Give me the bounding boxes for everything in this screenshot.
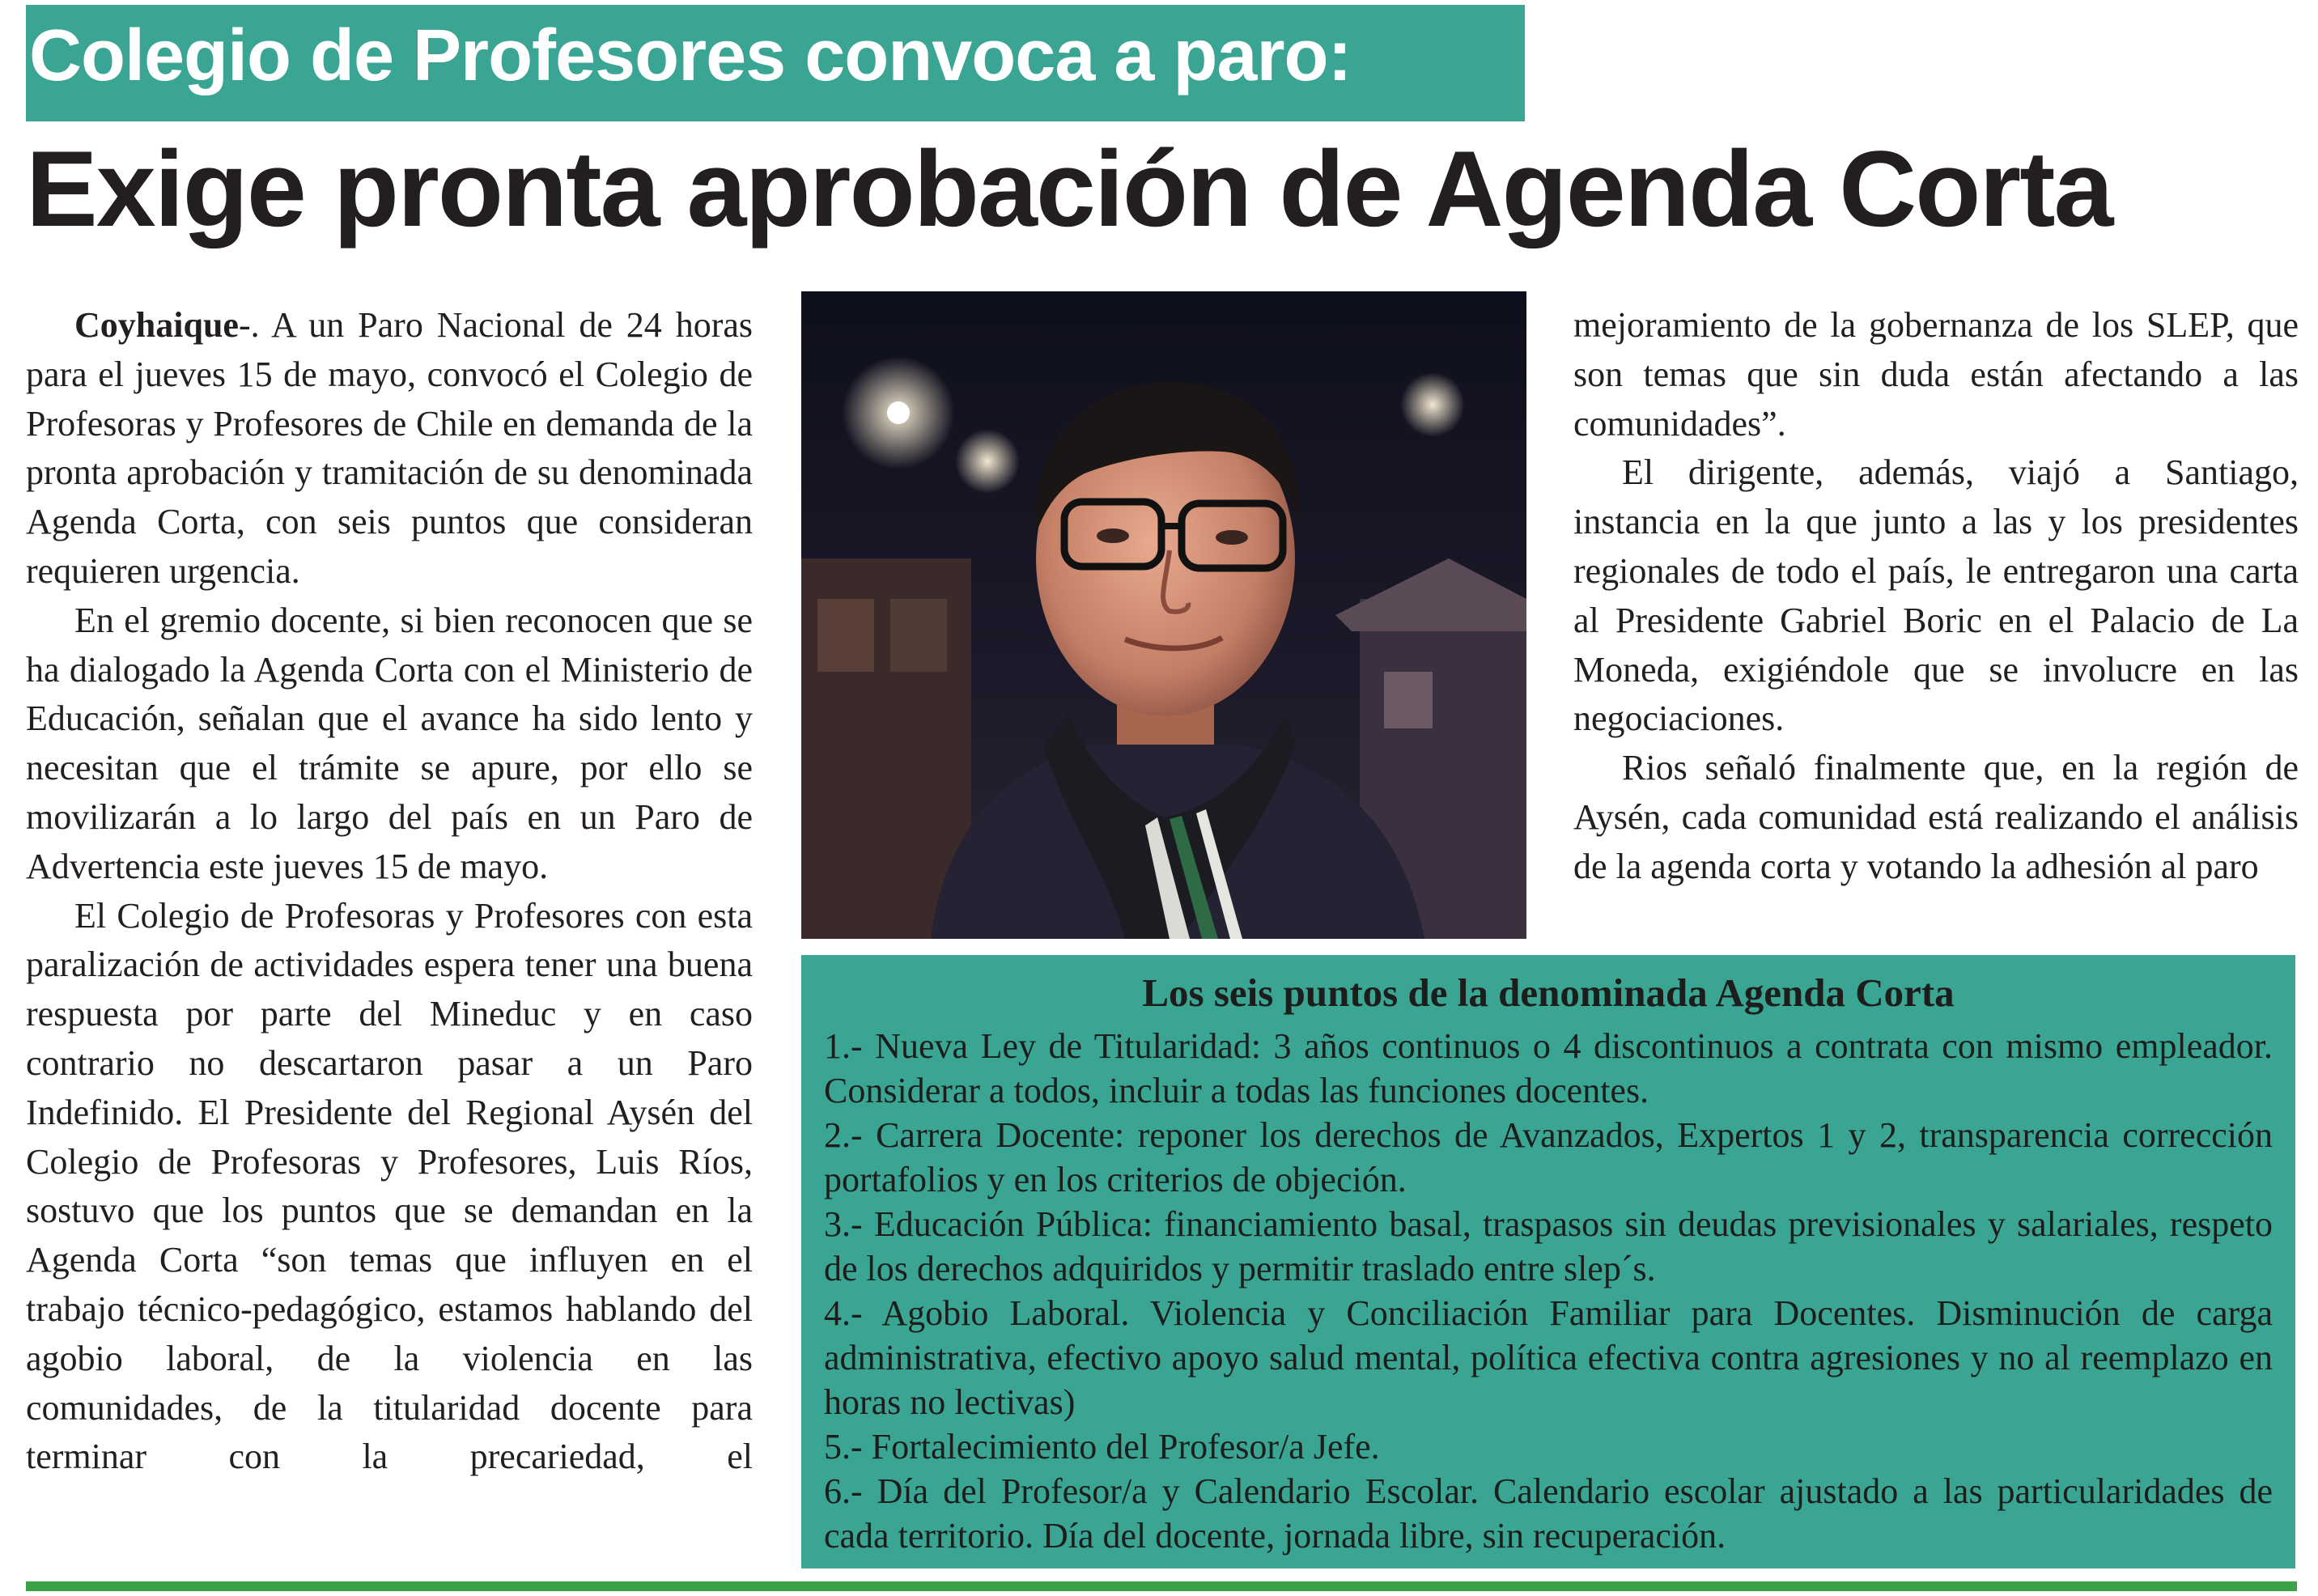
paragraph-6: Rios señaló finalmente que, en la región de Aysén, cada comunidad está realizando el análisis de la agenda corta y votando la adhesión al paro bbox=[1573, 748, 2299, 886]
paragraph-2: En el gremio docente, si bien reconocen que se ha dialogado la Agenda Corta con el Ministerio de Educación, señalan que el avance ha sido lento y necesitan que el trámite se apure, por ello se movilizarán a lo largo del país en un Paro de Advertencia este jueves 15 de mayo. bbox=[26, 600, 753, 886]
portrait-illustration bbox=[801, 291, 1526, 939]
list-item: 2.- Carrera Docente: reponer los derechos de Avanzados, Expertos 1 y 2, transparencia corrección portafolios y en los criterios de objeción. bbox=[824, 1115, 2273, 1199]
paragraph-1 bbox=[26, 301, 753, 596]
box-title: Los seis puntos de la denominada Agenda Corta bbox=[1142, 970, 1955, 1015]
paragraph-4: mejoramiento de la gobernanza de los SLEP, que son temas que sin duda están afectando a las comunidades”. bbox=[1573, 305, 2299, 444]
paragraph-3: El Colegio de Profesoras y Profesores con esta paralización de actividades espera tener una buena respuesta por parte del Mineduc y en caso contrario no descartaron pasar a un Paro Indefinido. El Presidente del Regional Aysén del Colegio de Profesoras y Profesores, Luis Ríos, sostuvo que los puntos que se demandan en la Agenda Corta “son temas que influyen en el trabajo técnico-pedagógico, estamos hablando del agobio laboral, de la violencia en las comunidades, de la titularidad docente para terminar con la precariedad, el bbox=[26, 895, 753, 1477]
portrait-photo bbox=[801, 291, 1526, 939]
article-column-right bbox=[1573, 301, 2299, 892]
paragraph-5: El dirigente, además, viajó a Santiago, instancia en la que junto a las y los presidentes regionales de todo el país, le entregaron una carta al Presidente Gabriel Boric en el Palacio de La Moneda, exigiéndole que se involucre en las negociaciones. bbox=[1573, 452, 2299, 739]
list-item: 1.- Nueva Ley de Titularidad: 3 años continuos o 4 discontinuos a contrata con mismo empleador. Considerar a todos, incluir a todas las funciones docentes. bbox=[824, 1026, 2273, 1110]
kicker-banner bbox=[26, 5, 1525, 121]
list-item: 4.- Agobio Laboral. Violencia y Conciliación Familiar para Docentes. Disminución de carga administrativa, efectivo apoyo salud mental, política efectiva contra agresiones y no al reemplazo en horas no lectivas) bbox=[824, 1293, 2273, 1422]
bottom-rule bbox=[26, 1581, 2297, 1591]
paragraph-1-text: -. A un Paro Nacional de 24 horas para el jueves 15 de mayo, convocó el Colegio de Profesoras y Profesores de Chile en demanda de la pronta aprobación y tramitación de su denominada Agenda Corta, con seis puntos que consideran requieren urgencia. bbox=[26, 305, 753, 591]
list-item: 6.- Día del Profesor/a y Calendario Escolar. Calendario escolar ajustado a las particularidades de cada territorio. Día del docente, jornada libre, sin recuperación. bbox=[824, 1471, 2273, 1556]
list-item: 3.- Educación Pública: financiamiento basal, traspasos sin deudas previsionales y salariales, respeto de los derechos adquiridos y permitir traslado entre slep´s. bbox=[824, 1204, 2273, 1288]
article-column-left bbox=[26, 301, 753, 1482]
agenda-points-box bbox=[801, 955, 2295, 1568]
kicker-text: Colegio de Profesores convoca a paro: bbox=[29, 15, 1352, 96]
headline: Exige pronta aprobación de Agenda Corta bbox=[26, 129, 2112, 249]
list-item: 5.- Fortalecimiento del Profesor/a Jefe. bbox=[824, 1427, 1380, 1467]
agenda-points-list bbox=[824, 1024, 2273, 1558]
dateline: Coyhaique bbox=[74, 305, 239, 345]
